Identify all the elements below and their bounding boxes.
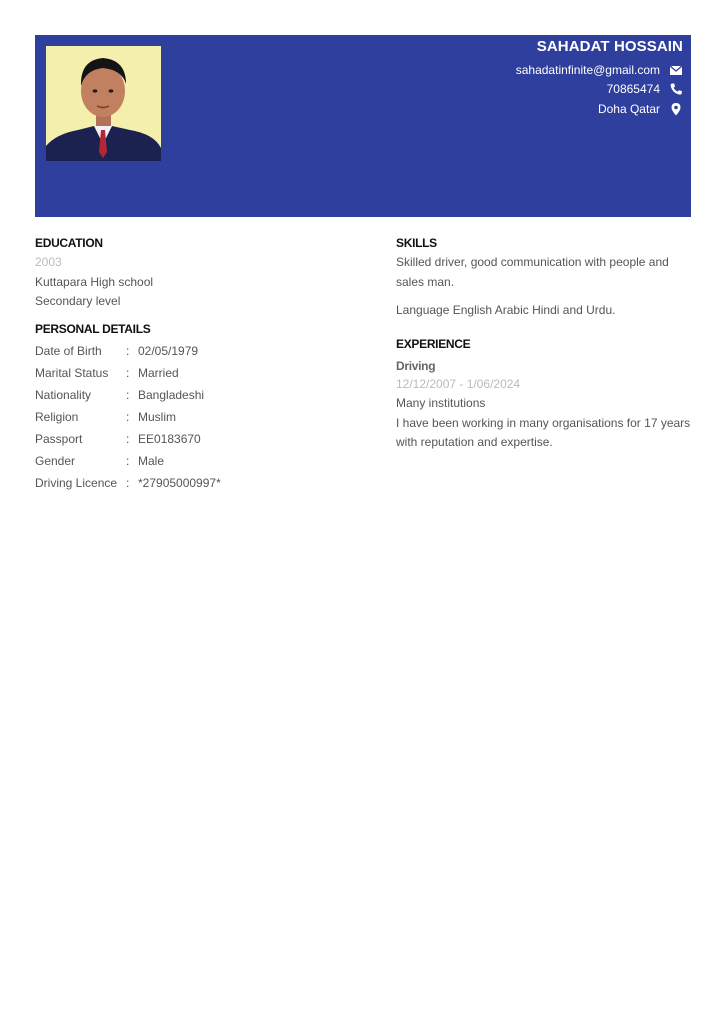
email-text[interactable]: sahadatinfinite@gmail.com — [515, 62, 660, 77]
detail-label: Marital Status — [35, 365, 109, 380]
location-text: Doha Qatar — [597, 101, 660, 116]
personal-details-list — [35, 342, 355, 496]
detail-separator: : — [126, 365, 130, 380]
map-pin-icon — [669, 102, 683, 116]
resume-header — [35, 35, 691, 217]
detail-row — [35, 452, 355, 474]
detail-value: 02/05/1979 — [138, 343, 199, 358]
detail-value: Bangladeshi — [138, 387, 205, 402]
skill-item: Language English Arabic Hindi and Urdu. — [396, 303, 616, 317]
detail-label: Gender — [35, 453, 76, 468]
detail-value: Muslim — [138, 409, 176, 424]
detail-label: Nationality — [35, 387, 92, 402]
detail-label: Date of Birth — [35, 343, 102, 358]
right-column — [396, 236, 692, 453]
detail-row — [35, 474, 355, 496]
experience-dates: 12/12/2007 - 1/06/2024 — [396, 376, 521, 391]
detail-value: EE0183670 — [138, 431, 201, 446]
detail-label: Religion — [35, 409, 79, 424]
experience-company: Many institutions — [396, 396, 486, 410]
email-row — [516, 60, 683, 80]
detail-row — [35, 342, 355, 364]
detail-separator: : — [126, 409, 130, 424]
detail-label: Driving Licence — [35, 475, 118, 490]
experience-heading: EXPERIENCE — [396, 336, 471, 351]
phone-row — [516, 80, 683, 100]
detail-row — [35, 386, 355, 408]
detail-value: Male — [138, 453, 165, 468]
detail-value: *27905000997* — [138, 475, 221, 490]
detail-separator: : — [126, 343, 130, 358]
contact-block — [516, 38, 683, 119]
detail-value: Married — [138, 365, 179, 380]
detail-row — [35, 364, 355, 386]
phone-icon — [669, 82, 683, 96]
education-year: 2003 — [35, 255, 62, 269]
detail-separator: : — [126, 475, 130, 490]
detail-separator: : — [126, 453, 130, 468]
profile-photo — [46, 46, 161, 161]
education-level: Secondary level — [35, 294, 121, 308]
personal-details-heading: PERSONAL DETAILS — [35, 321, 151, 336]
detail-row — [35, 408, 355, 430]
detail-separator: : — [126, 387, 130, 402]
education-heading: EDUCATION — [35, 236, 103, 250]
location-row — [516, 99, 683, 119]
detail-separator: : — [126, 431, 130, 446]
skill-item: Skilled driver, good communication with people and sales man. — [396, 255, 669, 289]
detail-row — [35, 430, 355, 452]
mail-icon — [669, 63, 683, 77]
experience-role: Driving — [396, 358, 436, 373]
candidate-name: SAHADAT HOSSAIN — [536, 38, 683, 55]
education-school: Kuttapara High school — [35, 274, 154, 289]
left-column — [35, 236, 355, 496]
experience-description: I have been working in many organisations for 17 years with reputation and expertise. — [396, 415, 691, 449]
detail-label: Passport — [35, 431, 83, 446]
phone-text[interactable]: 70865474 — [606, 82, 660, 97]
skills-heading: SKILLS — [396, 236, 437, 250]
